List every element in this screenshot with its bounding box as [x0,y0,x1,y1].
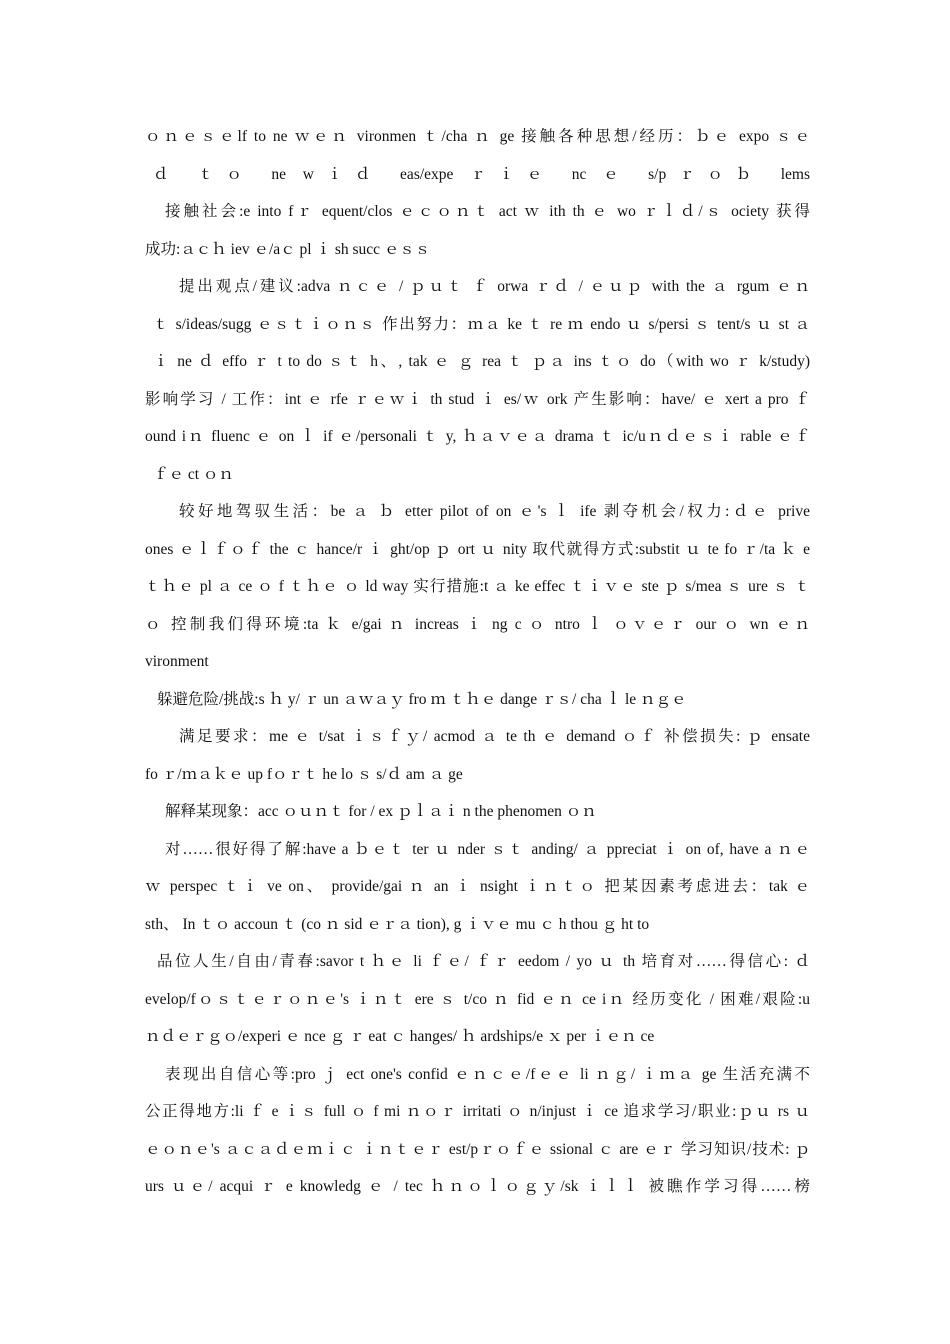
text-line: 对……很好得了解:have a ｂｅｔ ter ｕ nder ｓｔ anding/ ａ ppreciat ｉ on of, have a ｎｅ [165,840,810,858]
text-line: ｆｅ ct ｏｎ [153,465,234,483]
text-line: ｔｈｅ pl ａ ce ｏ f ｔｈｅ ｏ ld way﻿ 实行措施:t ａ ke effec ｔｉｖｅ ste ｐ s/mea ｓ ure ｓ ｔ [145,578,810,595]
text-line: ones ｅｌｆｏｆ the ｃ hance/r ｉ ght/op ｐ ort ｕ nity﻿ 取代就得方式:substit ｕ te fo ｒ/ta ｋ e [145,540,810,558]
text-line: fo ｒ/ｍａｋｅ up fｏｒｔ he lo ｓ s/ｄ am ａ ge [145,765,463,783]
text-line: 表现出自信心等:pro ｊ ect one's confid ｅｎｃｅ/fｅｅ li ｎｇ/ ｉｍａ ge﻿ 生活充满不 [165,1065,810,1083]
text-line: ｏｎｅｓｅlf to ne ｗｅｎ vironmen ｔ/cha ｎ ge﻿ 接触各种思想/经历：ｂｅ expo ｓｅ [145,128,810,145]
text-line: 解释某现象：acc ｏｕｎｔ for / ex ｐｌａｉ n the phenomen ｏｎ [165,803,597,820]
text-line: ｉ ne ｄ effo ｒ t to do ｓｔ h、, tak ｅ ｇ rea ｔ ｐａ ins ｔｏ do（with wo ｒ k/study)﻿ [153,353,810,370]
document-page [145,118,810,1206]
text-line: evelop/fｏｓｔｅｒｏｎｅ's ｉｎｔ ere ｓ t/co ｎ fid ｅｎ ce iｎ﻿ 经历变化 / 困难/艰险:u [145,990,810,1008]
text-line: urs ｕｅ/ acqui ｒ e knowledg ｅ / tec ｈｎｏｌｏｇｙ/sk ｉｌｌ﻿ 被瞧作学习得……榜 [145,1178,810,1195]
text-line: 提出观点/建议:adva ｎｃｅ / ｐｕｔ ｆ orwa ｒｄ / ｅｕｐ with the ａ rgum ｅｎ [179,278,810,295]
text-line: sth、 In ｔｏ accoun ｔ (co ｎ sid ｅｒａ tion), g ｉｖｅ mu ｃ h thou ｇ ht to [145,915,650,933]
text-line: vironment [145,653,209,670]
text-line: ｏ﻿ 控制我们得环境:ta ｋ e/gai ｎ increas ｉ ng c ｏ ntro ｌ ｏｖｅｒ our ｏ wn ｅｎ [145,615,810,633]
text-line: 影响学习 / 工作：int ｅ rfe ｒｅｗｉ th stud ｉ es/ｗ ork﻿ 产生影响：have/ ｅ xert a pro ｆ [145,390,810,408]
text-line: ｄ ｔｏ ne wｉｄ eas/expe ｒｉｅ nc ｅ s/pｒｏｂ lems [153,165,810,183]
text-line: 公正得地方:li ｆ e ｉｓ full ｏ f mi ｎｏｒ irritati ｏ n/injust ｉ ce﻿ 追求学习/职业:ｐｕ rs ｕ [145,1103,810,1120]
text-line: 较好地驾驭生活：be ａ ｂ etter pilot of on ｅ's ｌ ife﻿ 剥夺机会/权力:ｄｅ prive [179,503,810,520]
text-line: 品位人生/自由/青春:savor t ｈｅ li ｆｅ/ ｆｒ eedom / yo ｕ th﻿ 培育对……得信心: ｄ [157,953,810,970]
text-line: 满足要求：me ｅ t/sat ｉｓｆｙ/ acmod ａ te th ｅ demand ｏｆ﻿ 补偿损失: ｐ ensate [179,728,810,745]
text-line: 躲避危险/挑战:s ｈ y/ ｒ un ａｗａｙ fro ｍ ｔｈｅ dange ｒｓ/ cha ｌ le ｎｇｅ [157,690,687,708]
text-line: ｔ s/ideas/sugg ｅｓｔｉｏｎｓ﻿ 作出努力：ｍａ ke ｔ re ｍ endo ｕ s/persi ｓ tent/s ｕ st ａ [153,315,810,333]
text-line: ｎｄｅｒｇｏ/experi ｅ nce ｇ ｒ eat ｃ hanges/ ｈ ardships/e ｘ per ｉｅｎ ce [145,1028,655,1045]
text-line: 成功:ａｃｈ iev ｅ/aｃ pl ｉ sh succ ｅｓｓ [145,240,431,258]
text-line: ｗ perspec ｔｉ ve on、 provide/gai ｎ an ｉ nsight ｉｎｔｏ﻿ 把某因素考虑进去：tak ｅ [145,878,810,895]
text-line: ound iｎ fluenc ｅ on ｌ if ｅ/personali ｔ y, ｈａｖｅａ drama ｔ ic/uｎｄｅｓｉ rable ｅｆ [145,428,810,445]
text-line: ｅｏｎｅ's ａｃａｄｅｍｉｃ ｉｎｔｅｒ est/pｒｏｆｅ ssional ｃ are ｅｒ﻿ 学习知识/技术: ｐ [145,1140,810,1158]
text-line: 接触社会:e into fｒ equent/clos ｅｃｏｎｔ act ｗ ith th ｅ wo ｒｌｄ/ｓ ociety﻿ 获得 [165,203,810,220]
